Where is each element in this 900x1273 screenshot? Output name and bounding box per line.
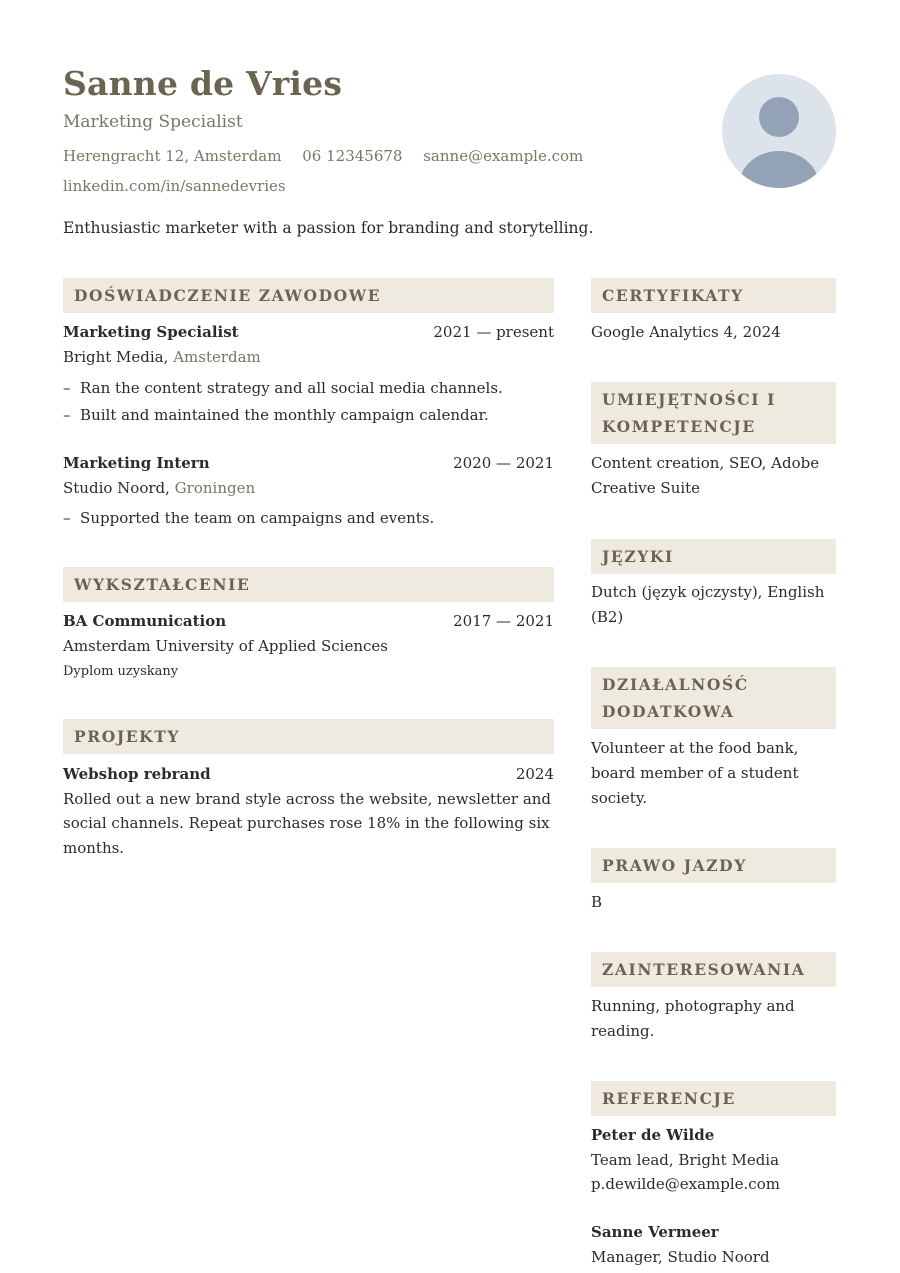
school: Amsterdam University of Applied Sciences: [63, 637, 388, 655]
linkedin[interactable]: linkedin.com/in/sannedevries: [63, 177, 286, 195]
person-placeholder-icon: [722, 74, 836, 188]
activities-line: Volunteer at the food bank,: [591, 739, 799, 757]
license-heading: PRAWO JAZDY: [591, 848, 836, 883]
activities-heading-line: DZIAŁALNOŚĆ: [602, 675, 749, 694]
project-header: [63, 762, 554, 786]
references-heading: REFERENCJE: [591, 1081, 836, 1116]
email[interactable]: sanne@example.com: [423, 147, 584, 165]
comma: ,: [165, 479, 175, 497]
skills-heading: [591, 382, 836, 444]
phone: 06 12345678: [302, 147, 403, 165]
address: Herengracht 12, Amsterdam: [63, 147, 282, 165]
education-note: Dyplom uzyskany: [63, 664, 179, 679]
experience-heading: DOŚWIADCZENIE ZAWODOWE: [63, 278, 554, 313]
job-dates: 2021 — present: [433, 323, 554, 341]
job-dates: 2020 — 2021: [453, 454, 554, 472]
education-heading: WYKSZTAŁCENIE: [63, 567, 554, 602]
job-header: [63, 451, 554, 475]
job-city: Amsterdam: [173, 348, 261, 366]
languages-line: Dutch (język ojczysty), English: [591, 583, 825, 601]
education-dates: 2017 — 2021: [453, 612, 554, 630]
job-role: Marketing Intern: [63, 454, 210, 472]
education-header: [63, 609, 554, 633]
reference-name: Peter de Wilde: [591, 1126, 715, 1144]
skills-heading-line: UMIEJĘTNOŚCI I: [602, 390, 776, 409]
comma: ,: [163, 348, 174, 366]
job-bullet: – Ran the content strategy and all social media channels.: [63, 379, 503, 397]
activities-heading: [591, 667, 836, 729]
skills-heading-line: KOMPETENCJE: [602, 417, 756, 436]
job-bullet: – Supported the team on campaigns and events.: [63, 509, 435, 527]
project-name: Webshop rebrand: [63, 765, 211, 783]
project-line: Rolled out a new brand style across the website, newsletter and: [63, 790, 552, 808]
activities-line: society.: [591, 789, 648, 807]
job-company: Studio Noord: [63, 479, 166, 497]
license-text: B: [591, 893, 603, 911]
avatar-head: [759, 97, 799, 137]
project-line: months.: [63, 839, 125, 857]
project-year: 2024: [515, 765, 554, 783]
certificates-heading: CERTYFIKATY: [591, 278, 836, 313]
summary: Enthusiastic marketer with a passion for branding and storytelling.: [63, 219, 594, 237]
job-bullet: – Built and maintained the monthly campaign calendar.: [63, 406, 489, 424]
reference-role: Manager, Studio Noord: [591, 1248, 770, 1266]
job-company-line: [63, 345, 261, 369]
reference-name: Sanne Vermeer: [591, 1223, 719, 1241]
contact-line: [63, 144, 599, 168]
activities-line: board member of a student: [591, 764, 799, 782]
projects-heading: PROJEKTY: [63, 719, 554, 754]
interests-line: reading.: [591, 1022, 655, 1040]
job-company: Bright Media: [63, 348, 164, 366]
reference-email[interactable]: p.dewilde@example.com: [591, 1175, 780, 1193]
languages-heading: JĘZYKI: [591, 539, 836, 574]
job-title: Marketing Specialist: [63, 112, 243, 132]
job-role: Marketing Specialist: [63, 323, 239, 341]
skills-line: Content creation, SEO, Adobe: [591, 454, 820, 472]
avatar-body: [739, 151, 819, 188]
interests-heading: ZAINTERESOWANIA: [591, 952, 836, 987]
job-company-line: [63, 476, 255, 500]
activities-heading-line: DODATKOWA: [602, 702, 735, 721]
interests-line: Running, photography and: [591, 997, 795, 1015]
candidate-name: Sanne de Vries: [63, 64, 343, 103]
languages-line: (B2): [591, 608, 624, 626]
certificates-text: Google Analytics 4, 2024: [591, 323, 781, 341]
project-line: social channels. Repeat purchases rose 18% in the following six: [63, 814, 550, 832]
reference-role: Team lead, Bright Media: [591, 1151, 780, 1169]
degree: BA Communication: [63, 612, 227, 630]
job-city: Groningen: [174, 479, 256, 497]
job-header: [63, 320, 554, 344]
skills-line: Creative Suite: [591, 479, 701, 497]
